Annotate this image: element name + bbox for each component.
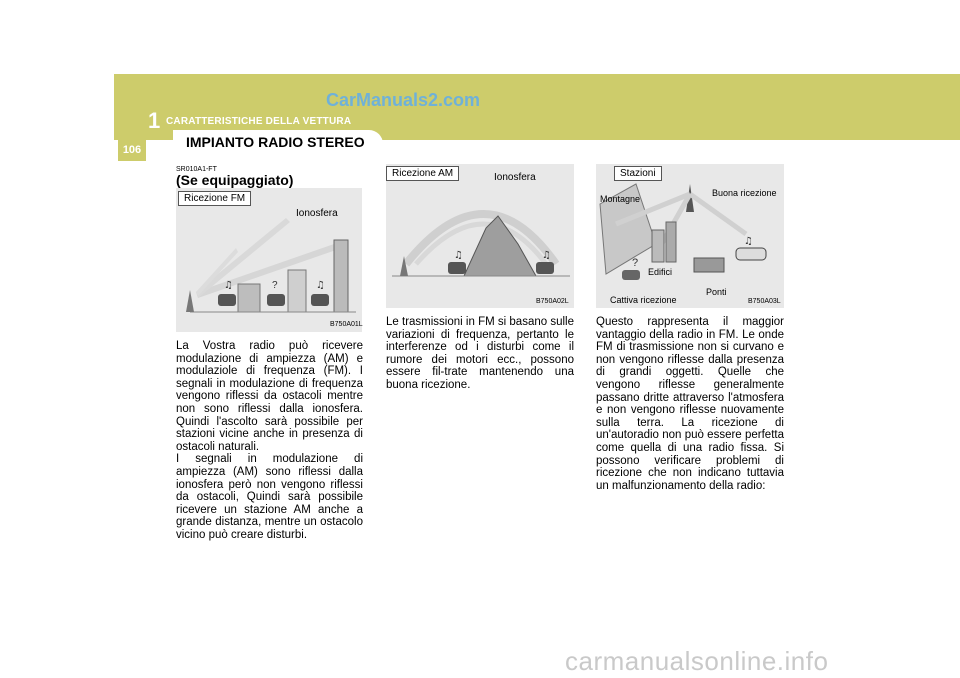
column-2-text: [386, 316, 574, 392]
paragraph-fm-am-intro: La Vostra radio può ricevere modulazione di ampiezza (AM) e modulaziole di frequenza (FM). I segnali in modulazione di frequenza vengono riflessi da ostacoli mentre non sono riflessi dalla ionosfera. Quindi l'ascolto sarà possibile per stazioni vicine anche in presenza di ostacoli naturali.: [176, 340, 363, 453]
stations-illustration: [596, 164, 784, 308]
column-3-text: [596, 316, 784, 492]
stations-figure-code: B750A03L: [748, 298, 781, 305]
paragraph-fm-advantage: Questo rappresenta il maggior vantaggio della radio in FM. Le onde FM di trasmissione non si curvano e non vengono riflesse dalla presenza di grandi oggetti. Quelle che vengono riflesse generalmente passano dritte attraverso l'atmosfera e non vengono riflesse nuovamente sulla terra. La ricezione di un'autoradio non può essere perfetta come quella di una radio fissa. Si possono verificare problemi di ricezione che non indicano tuttavia un malfunzionamento della radio:: [596, 316, 784, 492]
am-ionosphere-label: Ionosfera: [494, 172, 536, 183]
am-reception-figure: [386, 164, 574, 308]
svg-text:?: ?: [272, 280, 278, 291]
fm-reception-figure: [176, 188, 362, 332]
fm-box-label: Ricezione FM: [178, 191, 251, 206]
buildings-label: Edifici: [648, 267, 673, 277]
chapter-number: 1: [148, 108, 161, 133]
stations-figure: [596, 164, 784, 308]
section-title: IMPIANTO RADIO STEREO: [186, 134, 365, 150]
chapter-title: CARATTERISTICHE DELLA VETTURA: [166, 116, 352, 127]
svg-text:?: ?: [632, 257, 639, 269]
am-box-label: Ricezione AM: [386, 166, 459, 181]
fm-figure-code: B750A01L: [330, 321, 363, 328]
section-code: SR010A1-FT: [176, 166, 217, 173]
good-reception-label: Buona ricezione: [712, 188, 777, 198]
site-watermark-link[interactable]: CarManuals2.com: [326, 90, 481, 110]
fm-ionosphere-label: Ionosfera: [296, 208, 338, 219]
stations-box-label: Stazioni: [614, 166, 662, 181]
svg-text:♫: ♫: [454, 250, 463, 261]
svg-text:♫: ♫: [744, 236, 753, 247]
bridges-label: Ponti: [706, 287, 727, 297]
am-figure-code: B750A02L: [536, 298, 569, 305]
svg-text:♫: ♫: [542, 250, 551, 261]
bad-reception-label: Cattiva ricezione: [610, 295, 677, 305]
svg-text:♫: ♫: [316, 280, 325, 291]
column-1-text: [176, 340, 363, 542]
paragraph-fm-transmission: Le trasmissioni in FM si basano sulle variazioni di frequenza, pertanto le interferenze od i disturbi come il rumore dei motori ecc., possono essere fil-trate mantenendo una buona ricezione.: [386, 316, 574, 391]
page-number: 106: [118, 139, 146, 161]
section-subtitle: (Se equipaggiato): [176, 172, 294, 188]
footer-watermark: carmanualsonline.info: [565, 646, 829, 676]
am-reception-illustration: [386, 164, 574, 308]
mountains-label: Montagne: [600, 194, 641, 204]
paragraph-am-signals: I segnali in modulazione di ampiezza (AM) sono riflessi dalla ionosfera però non vengono riflessi da ostacoli, Quindi sarà possibile ricevere un stazione AM anche a grande distanza, mentre un ostacolo vicino può creare disturbi.: [176, 453, 363, 541]
svg-text:♫: ♫: [224, 280, 233, 291]
